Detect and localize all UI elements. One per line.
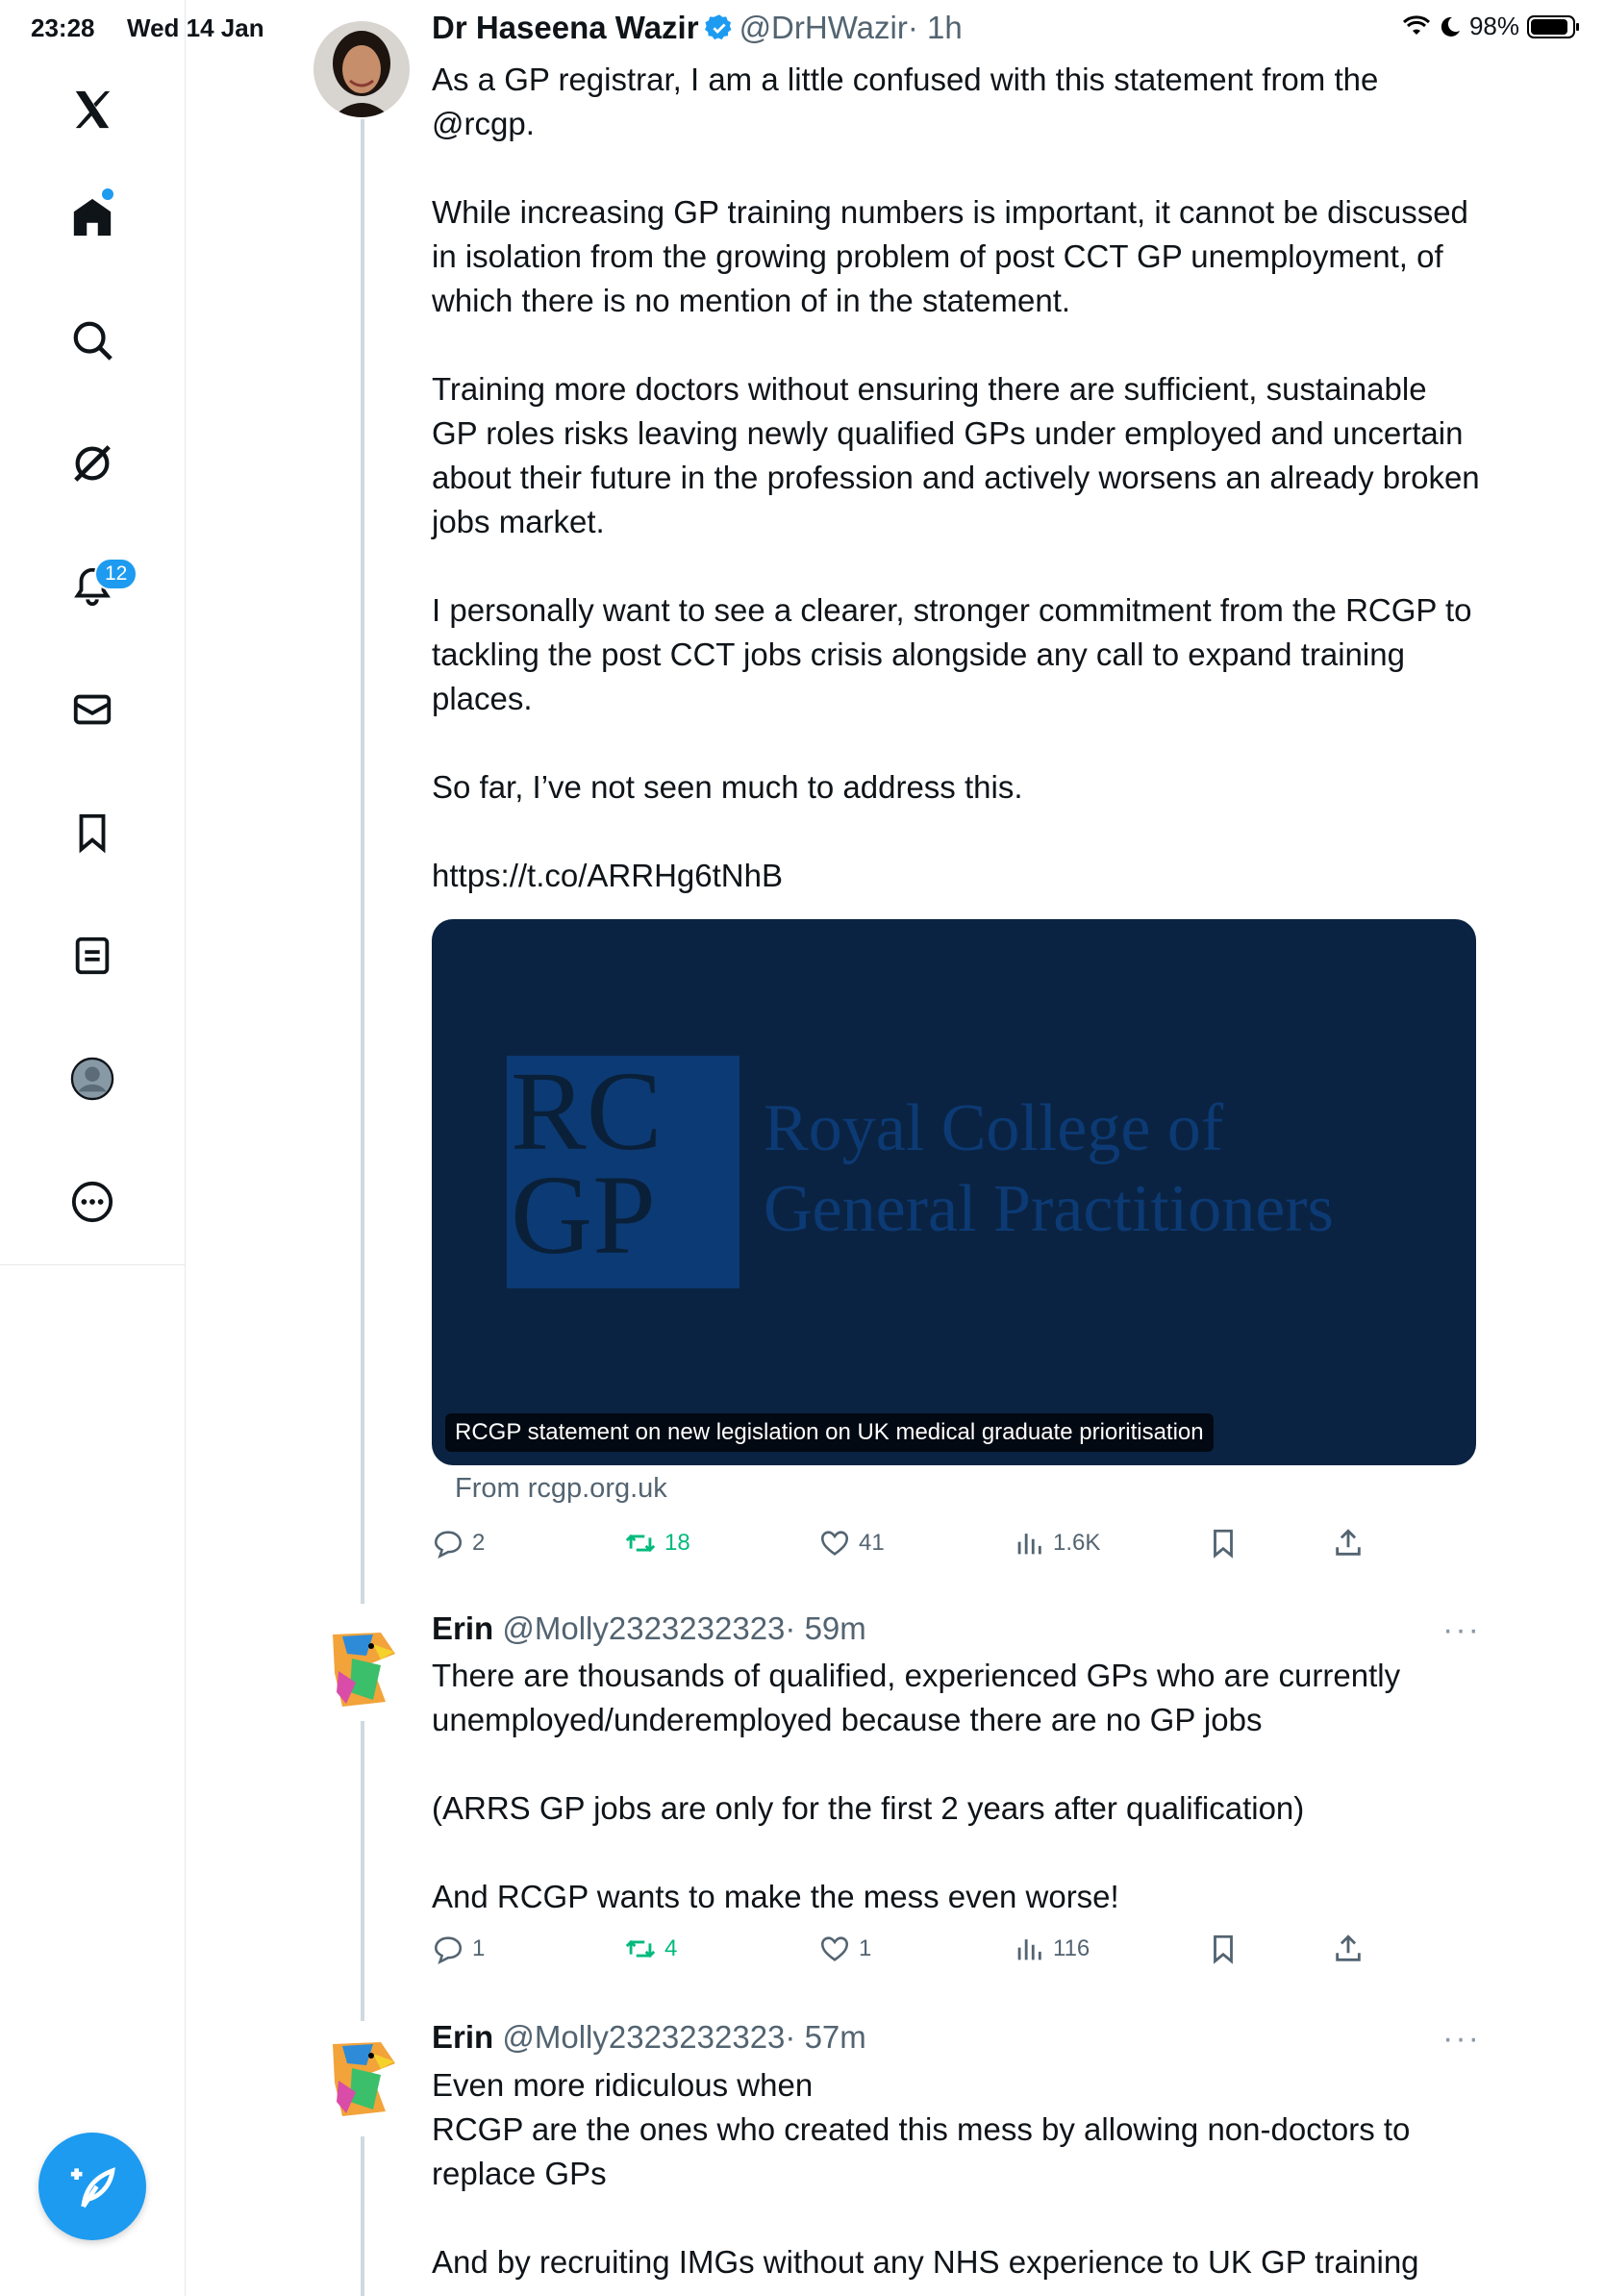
profile-avatar-icon[interactable]: [63, 1050, 121, 1108]
reply-header: [432, 1610, 866, 1647]
bookmark-icon: [1207, 1933, 1240, 1965]
reply-count: 1: [472, 1935, 486, 1961]
reply-time[interactable]: · 59m: [785, 1610, 866, 1646]
share-icon: [1332, 1527, 1365, 1560]
reply-header: [432, 2019, 866, 2056]
author-handle[interactable]: @DrHWazir: [739, 10, 908, 45]
tweet-paragraph: While increasing GP training numbers is important, it cannot be discussed in isolation from the growing problem of post CCT GP unemployment, of which there is no mention of in the statement.: [432, 194, 1468, 318]
reply-paragraph: And by recruiting IMGs without any NHS experience to UK GP training: [432, 2244, 1419, 2280]
reply-body: [432, 2063, 1480, 2284]
reply-author-handle[interactable]: @Molly2323232323: [502, 1610, 786, 1646]
reply-count: 2: [472, 1530, 486, 1556]
reply-icon: [432, 1933, 464, 1965]
reply-time[interactable]: · 57m: [785, 2019, 866, 2055]
reply-body: [432, 1654, 1480, 1919]
author-avatar[interactable]: [313, 21, 410, 117]
thread-line: [361, 2136, 364, 2296]
notifications-badge: 12: [94, 558, 138, 590]
reply-author-name[interactable]: Erin: [432, 1610, 494, 1646]
tweet-link[interactable]: https://t.co/ARRHg6tNhB: [432, 858, 783, 893]
reply-paragraph: Even more ridiculous when: [432, 2067, 814, 2103]
wifi-icon: [1402, 15, 1431, 38]
card-caption: RCGP statement on new legislation on UK medical graduate prioritisation: [445, 1413, 1214, 1452]
retweet-count: 18: [664, 1530, 690, 1556]
bookmark-button[interactable]: [1207, 1527, 1240, 1560]
like-button[interactable]: [818, 1527, 885, 1560]
like-count: 1: [859, 1935, 872, 1961]
compose-feather-icon: [65, 2159, 119, 2213]
tweet-paragraph: So far, I’ve not seen much to address this.: [432, 769, 1023, 805]
rcgp-logo-letters: RC GP: [511, 1048, 663, 1278]
card-source[interactable]: From rcgp.org.uk: [455, 1473, 667, 1504]
reply-actions: [432, 1933, 1480, 1975]
reply-paragraph: And RCGP wants to make the mess even worse!: [432, 1879, 1119, 1914]
battery-icon: [1527, 15, 1575, 38]
reply-paragraph: (ARRS GP jobs are only for the first 2 years after qualification): [432, 1790, 1305, 1826]
reply-button[interactable]: [432, 1933, 485, 1965]
tweet-header: [432, 10, 963, 50]
reply-author-avatar[interactable]: [313, 2025, 410, 2121]
rcgp-logo-name: Royal College of General Practitioners: [764, 1091, 1334, 1246]
retweet-icon: [624, 1933, 657, 1965]
like-button[interactable]: [818, 1933, 871, 1965]
heart-icon: [818, 1527, 851, 1560]
views-button[interactable]: [1013, 1527, 1100, 1560]
tweet-actions: [432, 1527, 1480, 1569]
reply-more-icon[interactable]: ···: [1442, 2020, 1481, 2057]
retweet-count: 4: [664, 1935, 678, 1961]
views-count: 1.6K: [1053, 1530, 1101, 1556]
thread-line: [361, 119, 364, 1604]
tweet-paragraph: As a GP registrar, I am a little confused with this statement from the @rcgp.: [432, 62, 1379, 141]
views-count: 116: [1053, 1935, 1090, 1961]
more-options-icon[interactable]: [63, 1173, 121, 1231]
reply-icon: [432, 1527, 464, 1560]
heart-icon: [818, 1933, 851, 1965]
author-name[interactable]: Dr Haseena Wazir: [432, 10, 699, 45]
views-chart-icon: [1013, 1933, 1045, 1965]
reply-paragraph: There are thousands of qualified, experienced GPs who are currently unemployed/underemployed because there are no GP jobs: [432, 1658, 1401, 1737]
retweet-button[interactable]: [624, 1527, 690, 1560]
link-preview-card[interactable]: [432, 919, 1476, 1465]
status-date: Wed 14 Jan: [127, 13, 264, 42]
grok-icon[interactable]: [63, 435, 121, 492]
sidebar-divider: [0, 1264, 185, 1265]
like-count: 41: [859, 1530, 885, 1556]
home-unread-dot: [102, 188, 113, 200]
retweet-button[interactable]: [624, 1933, 677, 1965]
bookmark-button[interactable]: [1207, 1933, 1240, 1965]
tweet-paragraph: Training more doctors without ensuring there are sufficient, sustainable GP roles risks leaving newly qualified GPs under employed and uncertain about their future in the profession and actively worsens an already broken jobs market.: [432, 371, 1480, 539]
tweet-body: [432, 58, 1480, 898]
reply-paragraph: RCGP are the ones who created this mess by allowing non-doctors to replace GPs: [432, 2111, 1411, 2191]
lists-icon[interactable]: [63, 927, 121, 985]
bookmarks-icon[interactable]: [63, 804, 121, 861]
x-logo-icon[interactable]: [63, 81, 121, 138]
retweet-icon: [624, 1527, 657, 1560]
battery-percent: 98%: [1468, 12, 1519, 40]
status-time: 23:28: [31, 13, 95, 42]
views-chart-icon: [1013, 1527, 1045, 1560]
reply-more-icon[interactable]: ···: [1442, 1611, 1481, 1648]
share-button[interactable]: [1332, 1527, 1365, 1560]
thread-line: [361, 1721, 364, 2021]
reply-button[interactable]: [432, 1527, 485, 1560]
tweet-time[interactable]: · 1h: [907, 10, 963, 45]
compose-button[interactable]: [38, 2133, 146, 2240]
search-icon[interactable]: [63, 312, 121, 369]
bookmark-icon: [1207, 1527, 1240, 1560]
tweet-paragraph: I personally want to see a clearer, stronger commitment from the RCGP to tackling the post CCT jobs crisis alongside any call to expand training places.: [432, 592, 1472, 716]
status-indicators: [1402, 12, 1575, 41]
share-icon: [1332, 1933, 1365, 1965]
moon-icon: [1439, 15, 1462, 38]
reply-author-handle[interactable]: @Molly2323232323: [502, 2019, 786, 2055]
share-button[interactable]: [1332, 1933, 1365, 1965]
verified-badge-icon: [705, 13, 734, 50]
views-button[interactable]: [1013, 1933, 1090, 1965]
messages-icon[interactable]: [63, 681, 121, 738]
reply-author-avatar[interactable]: [313, 1615, 410, 1711]
reply-author-name[interactable]: Erin: [432, 2019, 494, 2055]
sidebar: [0, 0, 186, 2296]
